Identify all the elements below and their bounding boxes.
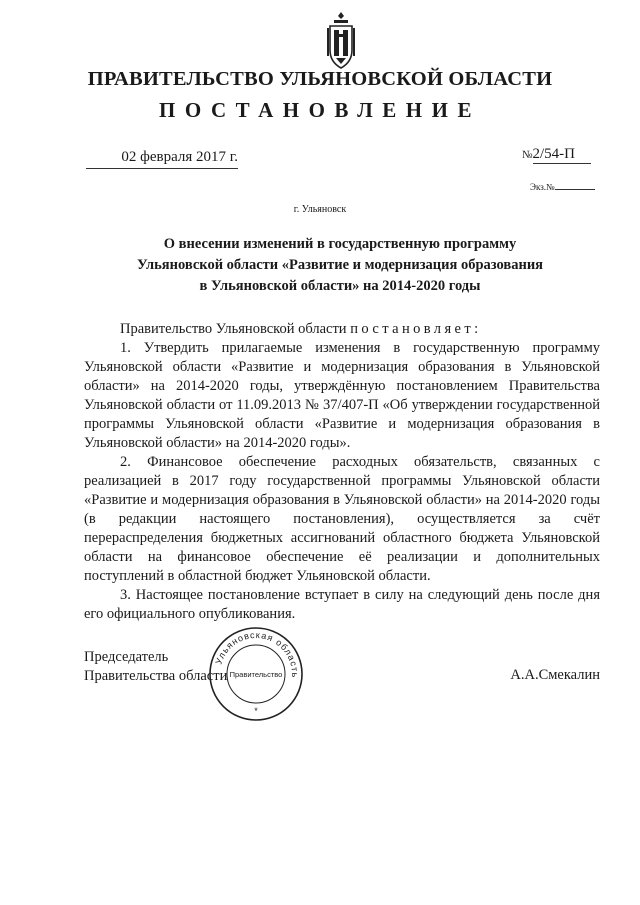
seal-outer-text: Ульяновская область <box>213 629 301 679</box>
signer-title-line: Председатель <box>84 649 169 665</box>
document-date: 02 февраля 2017 г. <box>121 149 238 165</box>
paragraph-1: 1. Утвердить прилагаемые изменения в государственную программу Ульяновской области «Развитие и модернизация образования в Ульяновской области» на 2014-2020 годы, утверждённую постановлением Правительства Ульяновской области от 11.09.2013 № 37/407-П «Об утверждении государственной программы Ульяновской области «Развитие и модернизация образования в Ульяновской области» на 2014-2020 годы». <box>84 340 600 451</box>
number-field <box>522 146 600 164</box>
signer-name: А.А.Смекалин <box>510 667 600 683</box>
document-subject <box>120 234 560 297</box>
date-field <box>86 148 238 169</box>
seal-star: * <box>254 706 258 716</box>
intro-text: Правительство Ульяновской области <box>120 321 351 337</box>
document-body <box>84 320 600 624</box>
signer-title-line: Правительства области <box>84 668 228 684</box>
subject-line: О внесении изменений в государственную программу <box>163 236 517 252</box>
intro-verb: постановляет: <box>350 321 482 337</box>
official-seal-icon <box>208 626 304 722</box>
subject-line: в Ульяновской области» на 2014-2020 годы <box>199 278 481 294</box>
government-title: ПРАВИТЕЛЬСТВО УЛЬЯНОВСКОЙ ОБЛАСТИ <box>87 68 553 90</box>
coat-of-arms-icon <box>326 10 356 72</box>
seal-inner-text: Правительство <box>229 670 283 679</box>
subject-line: Ульяновской области «Развитие и модернизация образования <box>136 257 544 273</box>
document-number: 2/54-П <box>533 146 591 164</box>
copy-label: Экз.№ <box>530 182 555 192</box>
city: г. Ульяновск <box>293 204 347 215</box>
intro-paragraph <box>84 320 600 339</box>
paragraph-2: 2. Финансовое обеспечение расходных обязательств, связанных с реализацией в 2017 году государственной программы Ульяновской области «Развитие и модернизация образования в Ульяновской области» на 2014-2020 годы (в редакции настоящего постановления), осуществляется за счёт перераспределения бюджетных ассигнований областного бюджета Ульяновской области на финансовое обеспечение её реализации и дополнительных поступлений в областной бюджет Ульяновской области. <box>84 454 600 584</box>
signer-title <box>84 648 227 686</box>
copy-number-field <box>530 182 595 192</box>
paragraph-3: 3. Настоящее постановление вступает в силу на следующий день после дня его официального опубликования. <box>84 587 600 622</box>
document-type: ПОСТАНОВЛЕНИЕ <box>159 98 481 122</box>
copy-line <box>555 189 595 190</box>
number-sign: № <box>522 149 533 161</box>
